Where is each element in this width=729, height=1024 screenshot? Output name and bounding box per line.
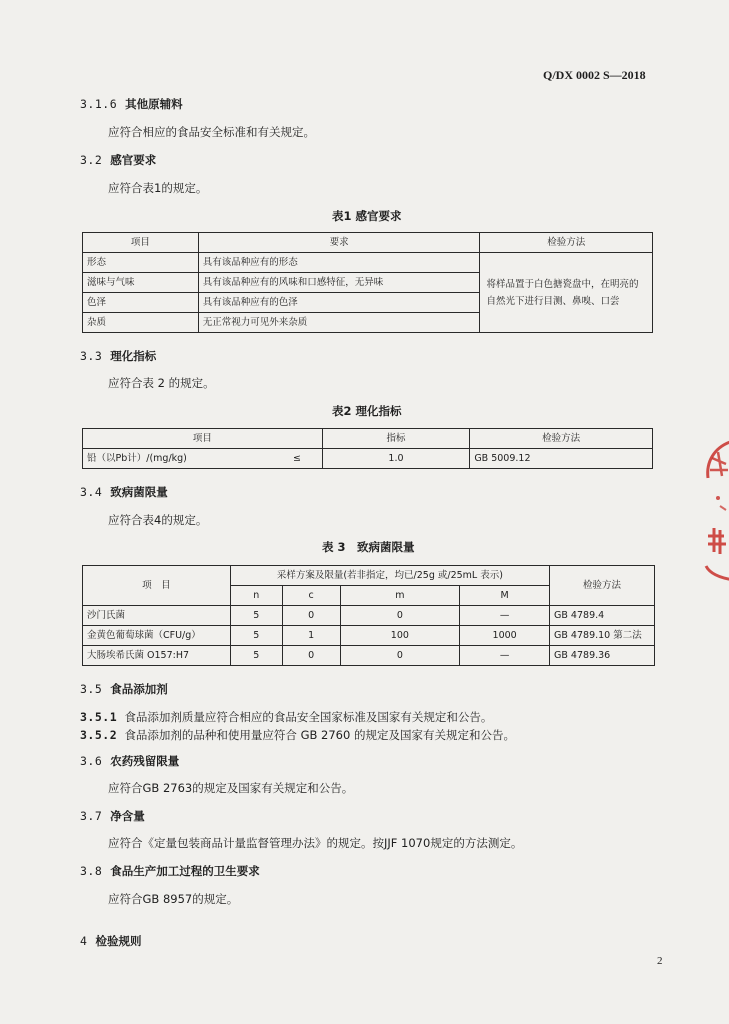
heading-3-4	[80, 484, 168, 500]
paragraph-3-6: 应符合GB 2763的规定及国家有关规定和公告。	[108, 781, 354, 795]
section-title: 致病菌限量	[110, 485, 168, 499]
section-number: 3.2	[80, 153, 103, 167]
cell: 具有该品种应有的色泽	[198, 293, 480, 313]
paragraph-3-8: 应符合GB 8957的规定。	[108, 892, 239, 906]
table3-pathogen-limits	[82, 565, 655, 666]
section-number: 3.6	[80, 754, 103, 768]
header-cell: 检验方法	[550, 566, 655, 606]
header-cell: 指标	[322, 429, 470, 449]
cell: 0	[340, 646, 460, 666]
header-cell: 检验方法	[470, 429, 653, 449]
cell: 滋味与气味	[83, 273, 199, 293]
cell: GB 4789.36	[550, 646, 655, 666]
section-number: 3.3	[80, 349, 103, 363]
paragraph-3-5-1	[80, 709, 492, 725]
cell: 具有该品种应有的风味和口感特征，无异味	[198, 273, 480, 293]
subheader-cell: m	[340, 586, 460, 606]
table-row	[83, 449, 653, 469]
section-body: 食品添加剂的品种和使用量应符合 GB 2760 的规定及国家有关规定和公告。	[124, 728, 515, 742]
table2-physicochemical	[82, 428, 653, 469]
table-row	[83, 606, 655, 626]
table-header-row	[83, 429, 653, 449]
cell: 0	[282, 606, 340, 626]
cell: 1000	[460, 626, 550, 646]
paragraph-3-1-6: 应符合相应的食品安全标准和有关规定。	[108, 125, 315, 139]
document-number: Q/DX 0002 S—2018	[543, 68, 646, 82]
header-cell: 项目	[83, 429, 323, 449]
heading-3-1-6	[80, 96, 183, 112]
paragraph-3-2: 应符合表1的规定。	[108, 181, 208, 195]
section-number: 4	[80, 934, 88, 948]
heading-4	[80, 933, 141, 949]
cell: 大肠埃希氏菌 O157:H7	[83, 646, 231, 666]
table-header-row	[83, 566, 655, 586]
section-title: 其他原辅料	[125, 97, 183, 111]
heading-3-8	[80, 863, 260, 879]
cell: 1.0	[322, 449, 470, 469]
cell: —	[460, 646, 550, 666]
header-cell: 采样方案及限量(若非指定，均已/25g 或/25mL 表示)	[230, 566, 549, 586]
section-title: 食品生产加工过程的卫生要求	[110, 864, 260, 878]
section-number: 3.5	[80, 682, 103, 696]
red-seal-stamp-icon	[700, 440, 729, 590]
cell: GB 4789.10 第二法	[550, 626, 655, 646]
cell: 具有该品种应有的形态	[198, 253, 480, 273]
heading-3-5	[80, 681, 168, 697]
cell: 0	[340, 606, 460, 626]
cell: 5	[230, 646, 282, 666]
paragraph-3-3: 应符合表 2 的规定。	[108, 376, 215, 390]
subheader-cell: n	[230, 586, 282, 606]
cell: 1	[282, 626, 340, 646]
cell: ≤	[272, 449, 322, 469]
header-cell: 项 目	[83, 566, 231, 606]
cell: 5	[230, 626, 282, 646]
cell: 杂质	[83, 313, 199, 333]
table1-caption: 表1 感官要求	[332, 209, 402, 223]
cell: 无正常视力可见外来杂质	[198, 313, 480, 333]
cell: 5	[230, 606, 282, 626]
section-number: 3.5.1	[80, 710, 118, 724]
section-number: 3.4	[80, 485, 103, 499]
table-header-row	[83, 233, 653, 253]
paragraph-3-4: 应符合表4的规定。	[108, 513, 208, 527]
section-body: 食品添加剂质量应符合相应的食品安全国家标准及国家有关规定和公告。	[124, 710, 493, 724]
method-cell: 将样品置于白色搪瓷盘中，在明亮的自然光下进行目测、鼻嗅、口尝	[480, 253, 653, 333]
header-cell: 项目	[83, 233, 199, 253]
header-cell: 检验方法	[480, 233, 653, 253]
table-row	[83, 646, 655, 666]
section-title: 农药残留限量	[110, 754, 180, 768]
section-title: 理化指标	[110, 349, 157, 363]
table2-caption: 表2 理化指标	[332, 404, 402, 418]
subheader-cell: c	[282, 586, 340, 606]
section-title: 检验规则	[95, 934, 142, 948]
subheader-cell: M	[460, 586, 550, 606]
section-title: 感官要求	[110, 153, 157, 167]
cell: 形态	[83, 253, 199, 273]
table3-caption: 表 3 致病菌限量	[322, 540, 415, 554]
heading-3-7	[80, 808, 145, 824]
section-number: 3.7	[80, 809, 103, 823]
cell: 0	[282, 646, 340, 666]
header-cell: 要求	[198, 233, 480, 253]
page-number: 2	[657, 955, 663, 967]
paragraph-3-7: 应符合《定量包装商品计量监督管理办法》的规定。按JJF 1070规定的方法测定。	[108, 836, 523, 850]
section-title: 食品添加剂	[110, 682, 168, 696]
paragraph-3-5-2	[80, 727, 515, 743]
heading-3-3	[80, 348, 156, 364]
cell: 沙门氏菌	[83, 606, 231, 626]
cell: 金黄色葡萄球菌（CFU/g）	[83, 626, 231, 646]
table-row	[83, 253, 653, 273]
section-number: 3.8	[80, 864, 103, 878]
table-row	[83, 626, 655, 646]
heading-3-6	[80, 753, 179, 769]
cell: —	[460, 606, 550, 626]
cell: GB 5009.12	[470, 449, 653, 469]
section-number: 3.5.2	[80, 728, 118, 742]
section-title: 净含量	[110, 809, 145, 823]
heading-3-2	[80, 152, 156, 168]
cell: 铅（以Pb计）/(mg/kg)	[83, 449, 273, 469]
cell: 100	[340, 626, 460, 646]
section-number: 3.1.6	[80, 97, 118, 111]
cell: GB 4789.4	[550, 606, 655, 626]
table1-sensory	[82, 232, 653, 333]
cell: 色泽	[83, 293, 199, 313]
